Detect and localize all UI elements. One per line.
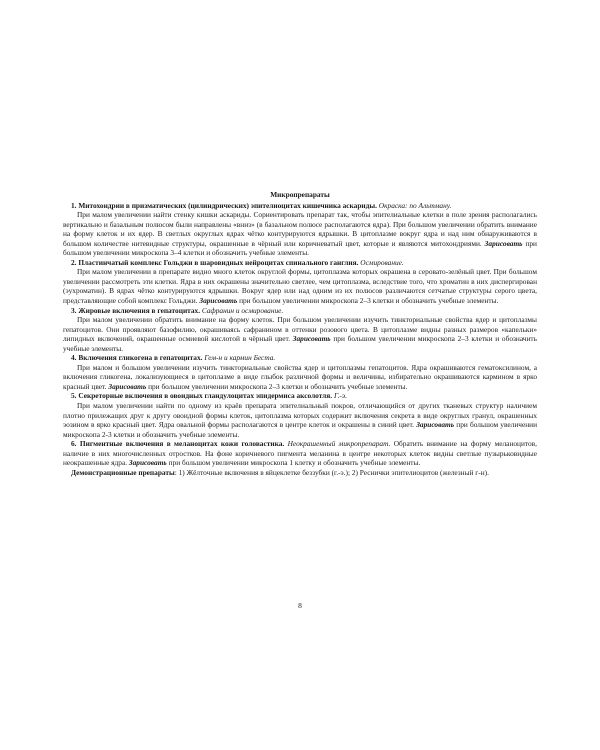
section-2-title: 2. Пластинчатый комплекс Гольджи в шаровидных нейроцитах спинального ганглия. [71, 257, 359, 267]
section-3-title: 3. Жировые включения в гепатоцитах. [71, 305, 201, 315]
section-6-body-end: при большом увеличении микроскопа 1 клетку и обозначить учебные элементы. [168, 458, 421, 468]
section-3-stain: Сафранин и осмирование. [201, 305, 284, 315]
section-2-draw: Зарисовать [199, 296, 238, 306]
section-5-body-end: при большом увеличении микроскопа 2-3 клетки и обозначить учебные элементы. [63, 420, 538, 439]
section-4-text [63, 363, 537, 392]
section-6-body: Обратить внимание на форму меланоцитов, наличие в них многочисленных отростков. На фоне коричневого пигмента меланина в центре некоторых клеток видны светлые пузырьковидные неокрашенные ядра. [63, 439, 537, 468]
section-6-title: 6. Пигментные включения в меланоцитах кожи головастика. [71, 439, 285, 449]
section-2-body: При малом увеличении в препарате видно много клеток округлой формы, цитоплазма которых окрашена в серовато-зелёный цвет. При большом увеличении рассмотреть эти клетки. Ядра в них окрашены значительно светлее, чем цитоплазма, вследствие того, что хроматин в них диспергирован (эухроматин). В ядрах чётко контурируются ядрышки. Вокруг ядер или над одним из их полюсов различаются сетчатые структуры серого цвета, представляющие собой комплекс Гольджи. [63, 267, 537, 306]
section-3-body-end: при большом увеличении микроскопа 2–3 клетки и обозначить учебные элементы. [63, 334, 537, 353]
section-1-heading [63, 201, 537, 211]
section-1-title: 1. Митохондрии в призматических (цилиндрических) эпителиоцитах кишечника аскариды. [71, 200, 377, 210]
section-3-text [63, 315, 537, 353]
section-4-body: При малом и большом увеличении изучить тинкториальные свойства ядер и цитоплазмы гепатоцитов. Ядра окрашиваются гематоксилином, а включения гликогена, локализующиеся в цитоплазме в виде глыбок различной формы и величины, избирательно окрашиваются кармином в ярко красный цвет. [63, 362, 537, 391]
section-3-heading [63, 306, 537, 316]
section-6-text [63, 439, 537, 468]
section-6-stain: Неокрашенный микропрепарат. [287, 439, 391, 449]
section-2-heading [63, 258, 537, 268]
section-4-draw: Зарисовать [108, 381, 147, 391]
section-4-stain: Гем-н и кармин Беста. [204, 353, 276, 363]
section-1-stain: Окраска: по Альтману. [378, 200, 452, 210]
section-2-body-end: при большом увеличении микроскопа 2–3 клетки и обозначить учебные элементы. [239, 296, 499, 306]
section-1-body-end: при большом увеличении микроскопа 3–4 клетки и обозначить учебные элементы. [63, 238, 537, 258]
section-5-body: При малом увеличении найти по одному из краёв препарата эпителиальный покров, отличающийся от других тканевых структур наличием плотно прилежащих друг к другу овоидной формы клеток, цитоплазма которых содержит включения секрета в виде округлых гранул, окрашенных эозином в ярко красный цвет. Ядра овальной формы располагаются в центре клеток и окрашены в синий цвет. [63, 401, 537, 430]
section-4-body-end: при большом увеличении микроскопа 2–3 клетки и обозначить учебные элементы. [148, 381, 408, 391]
demo-text: : 1) Жёлточные включения в яйцеклетке беззубки (г.-э.); 2) Реснички эпителиоцитов (железный г-н). [174, 467, 489, 477]
section-2-text [63, 267, 537, 305]
section-6-draw: Зарисовать [128, 458, 167, 468]
demo-preparations [63, 468, 537, 478]
demo-label: Демонстрационные препараты [71, 467, 175, 477]
section-5-draw: Зарисовать [416, 420, 455, 430]
page-title: Микропрепараты [270, 190, 330, 199]
section-4-title: 4. Включения гликогена в гепатоцитах. [71, 353, 203, 363]
section-1-draw: Зарисовать [484, 238, 523, 248]
section-1-text [63, 210, 537, 258]
section-5-stain: Г.-э. [333, 391, 347, 401]
section-3-draw: Зарисовать [292, 334, 331, 344]
page-number: 8 [298, 601, 302, 610]
document-content [63, 190, 537, 477]
section-1-body: При малом увеличении найти стенку кишки аскариды. Сориентировать препарат так, чтобы эпителиальные клетки в поле зрения располагались вертикально и базальным полюсом были направлены «вниз» (в базальном полюсе располагаются ядра). При большом увеличении обратить внимание на форму клеток и их ядер. В светлых округлых ядрах чётко контурируются ядрышки. В цитоплазме вокруг ядра и над ним обнаруживаются в большом количестве нитевидные структуры, окрашенные в чёрный или коричневатый цвет, которые и являются митохондриями. [63, 210, 537, 248]
section-3-body: При малом увеличении обратить внимание на форму клеток. При большом увеличении изучить тинкториальные свойства ядер и цитоплазмы гепатоцитов. Они проявляют базофилию, окрашиваясь сафранином в оттенки розового цвета. В цитоплазме видны разных размеров «капельки» липидных включений, окрашенные осмиевой кислотой в чёрный цвет. [63, 315, 537, 344]
section-4-heading [63, 353, 537, 363]
section-5-title: 5. Секреторные включения в овоидных гландулоцитах эпидермиса аксолотля. [71, 391, 333, 401]
section-5-heading [63, 391, 537, 401]
section-2-stain: Осмирование. [360, 257, 404, 267]
section-5-text [63, 401, 537, 439]
